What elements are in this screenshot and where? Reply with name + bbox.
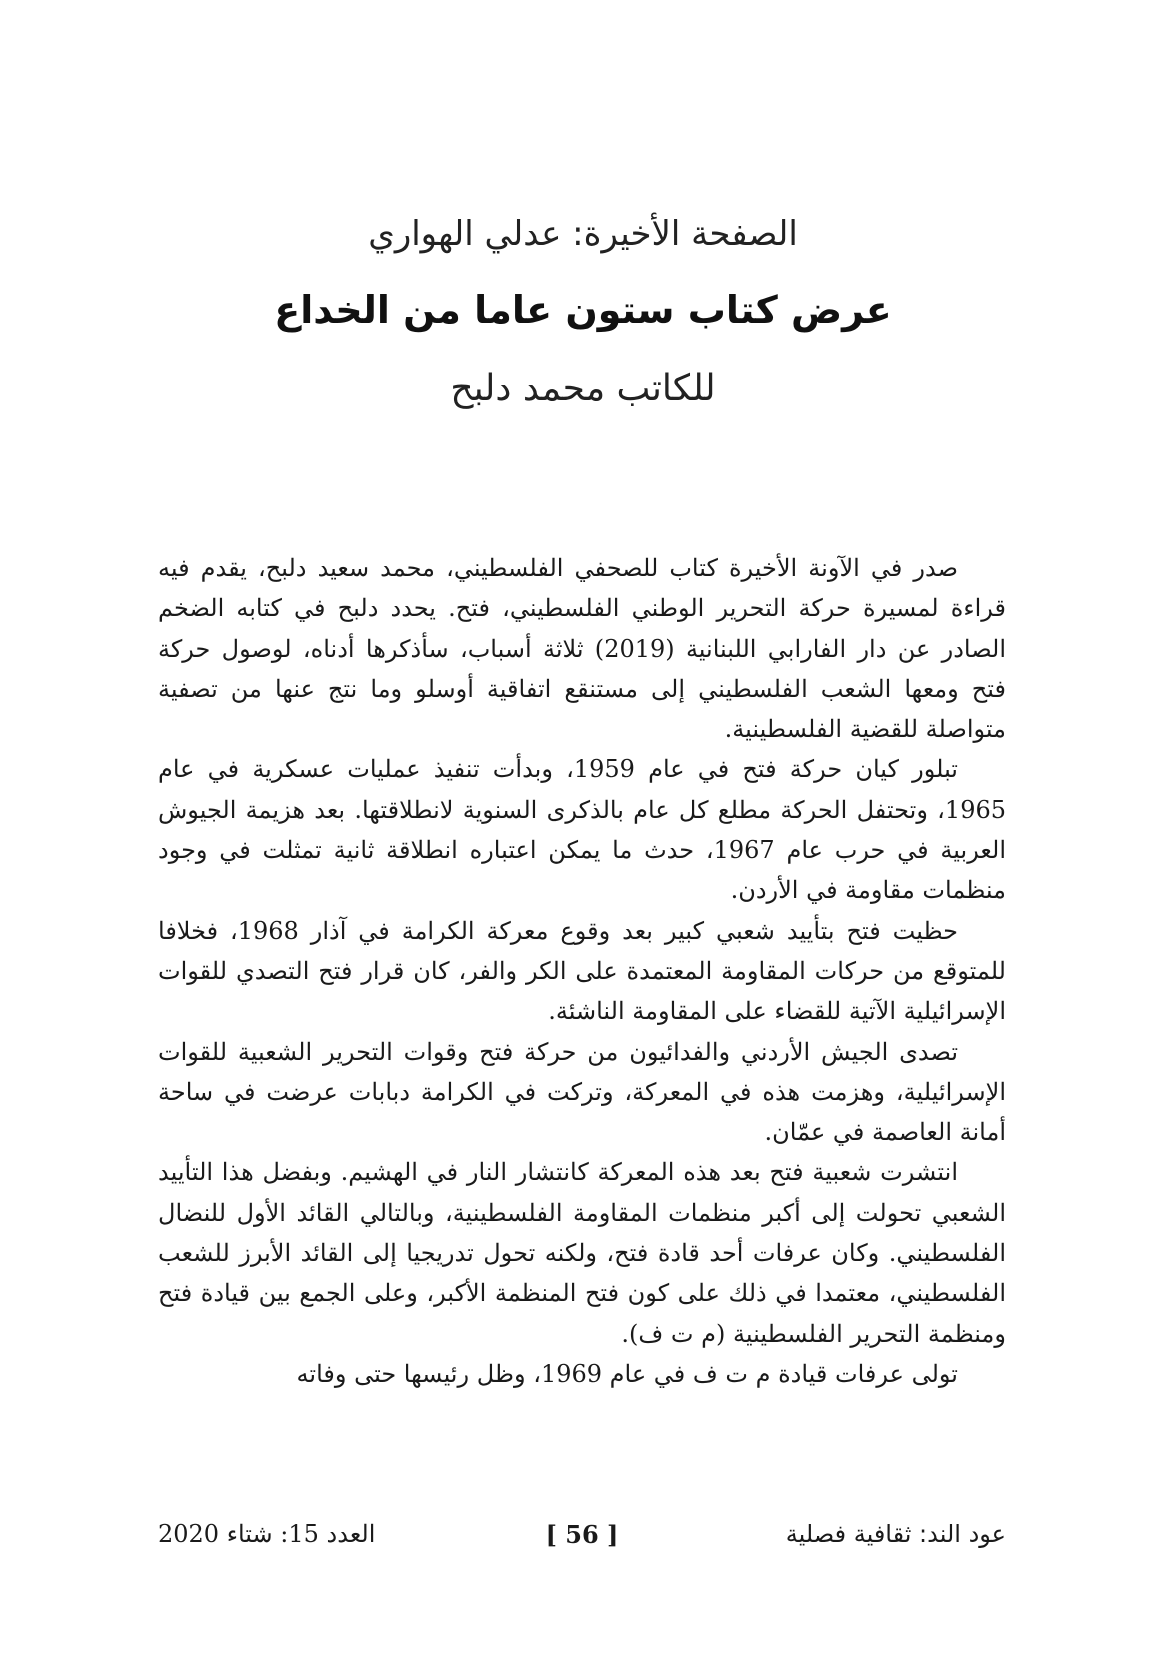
paragraph: حظيت فتح بتأييد شعبي كبير بعد وقوع معركة الكرامة في آذار 1968، فخلافا للمتوقع من حركات المقاومة المعتمدة على الكر والفر، كان قرار فتح التصدي للقوات الإسرائيلية الآتية للقضاء على المقاومة الناشئة. [158, 916, 1006, 1026]
article-header [0, 205, 1166, 417]
page-number: [ 56 ] [545, 1520, 619, 1549]
journal-name: عود الند: ثقافية فصلية [785, 1520, 1006, 1548]
article-title: عرض كتاب ستون عاما من الخداع [274, 288, 892, 332]
paragraph: انتشرت شعبية فتح بعد هذه المعركة كانتشار النار في الهشيم. وبفضل هذا التأييد الشعبي تحولت إلى أكبر منظمات المقاومة الفلسطينية، وبالتالي القائد الأول للنضال الفلسطيني. وكان عرفات أحد قادة فتح، ولكنه تحول تدريجيا إلى القائد الأبرز للشعب الفلسطيني، معتمدا في ذلك على كون فتح المنظمة الأكبر، وعلى الجمع بين قيادة فتح ومنظمة التحرير الفلسطينية (م ت ف). [158, 1158, 1006, 1348]
author-line: للكاتب محمد دلبح [450, 368, 716, 409]
issue-info: العدد 15: شتاء 2020 [158, 1520, 376, 1548]
page-footer [158, 1520, 1006, 1556]
paragraph: صدر في الآونة الأخيرة كتاب للصحفي الفلسطيني، محمد سعيد دلبح، يقدم فيه قراءة لمسيرة حركة التحرير الوطني الفلسطيني، فتح. يحدد دلبح في كتابه الضخم الصادر عن دار الفارابي اللبنانية (2019) ثلاثة أسباب، سأذكرها أدناه، لوصول حركة فتح ومعها الشعب الفلسطيني إلى مستنقع اتفاقية أوسلو وما نتج عنها من تصفية متواصلة للقضية الفلسطينية. [158, 554, 1007, 744]
paragraph: تبلور كيان حركة فتح في عام 1959، وبدأت تنفيذ عمليات عسكرية في عام 1965، وتحتفل الحركة مطلع كل عام بالذكرى السنوية لانطلاقتها. بعد هزيمة الجيوش العربية في حرب عام 1967، حدث ما يمكن اعتباره انطلاقة ثانية تمثلت في وجود منظمات مقاومة في الأردن. [158, 755, 1006, 905]
paragraph: تولى عرفات قيادة م ت ف في عام 1969، وظل رئيسها حتى وفاته [296, 1359, 958, 1388]
section-heading: الصفحة الأخيرة: عدلي الهواري [368, 214, 798, 254]
paragraph: تصدى الجيش الأردني والفدائيون من حركة فتح وقوات التحرير الشعبية للقوات الإسرائيلية، وهزمت هذه في المعركة، وتركت في الكرامة دبابات عرضت في ساحة أمانة العاصمة في عمّان. [158, 1037, 1006, 1147]
article-body [158, 548, 1006, 1394]
